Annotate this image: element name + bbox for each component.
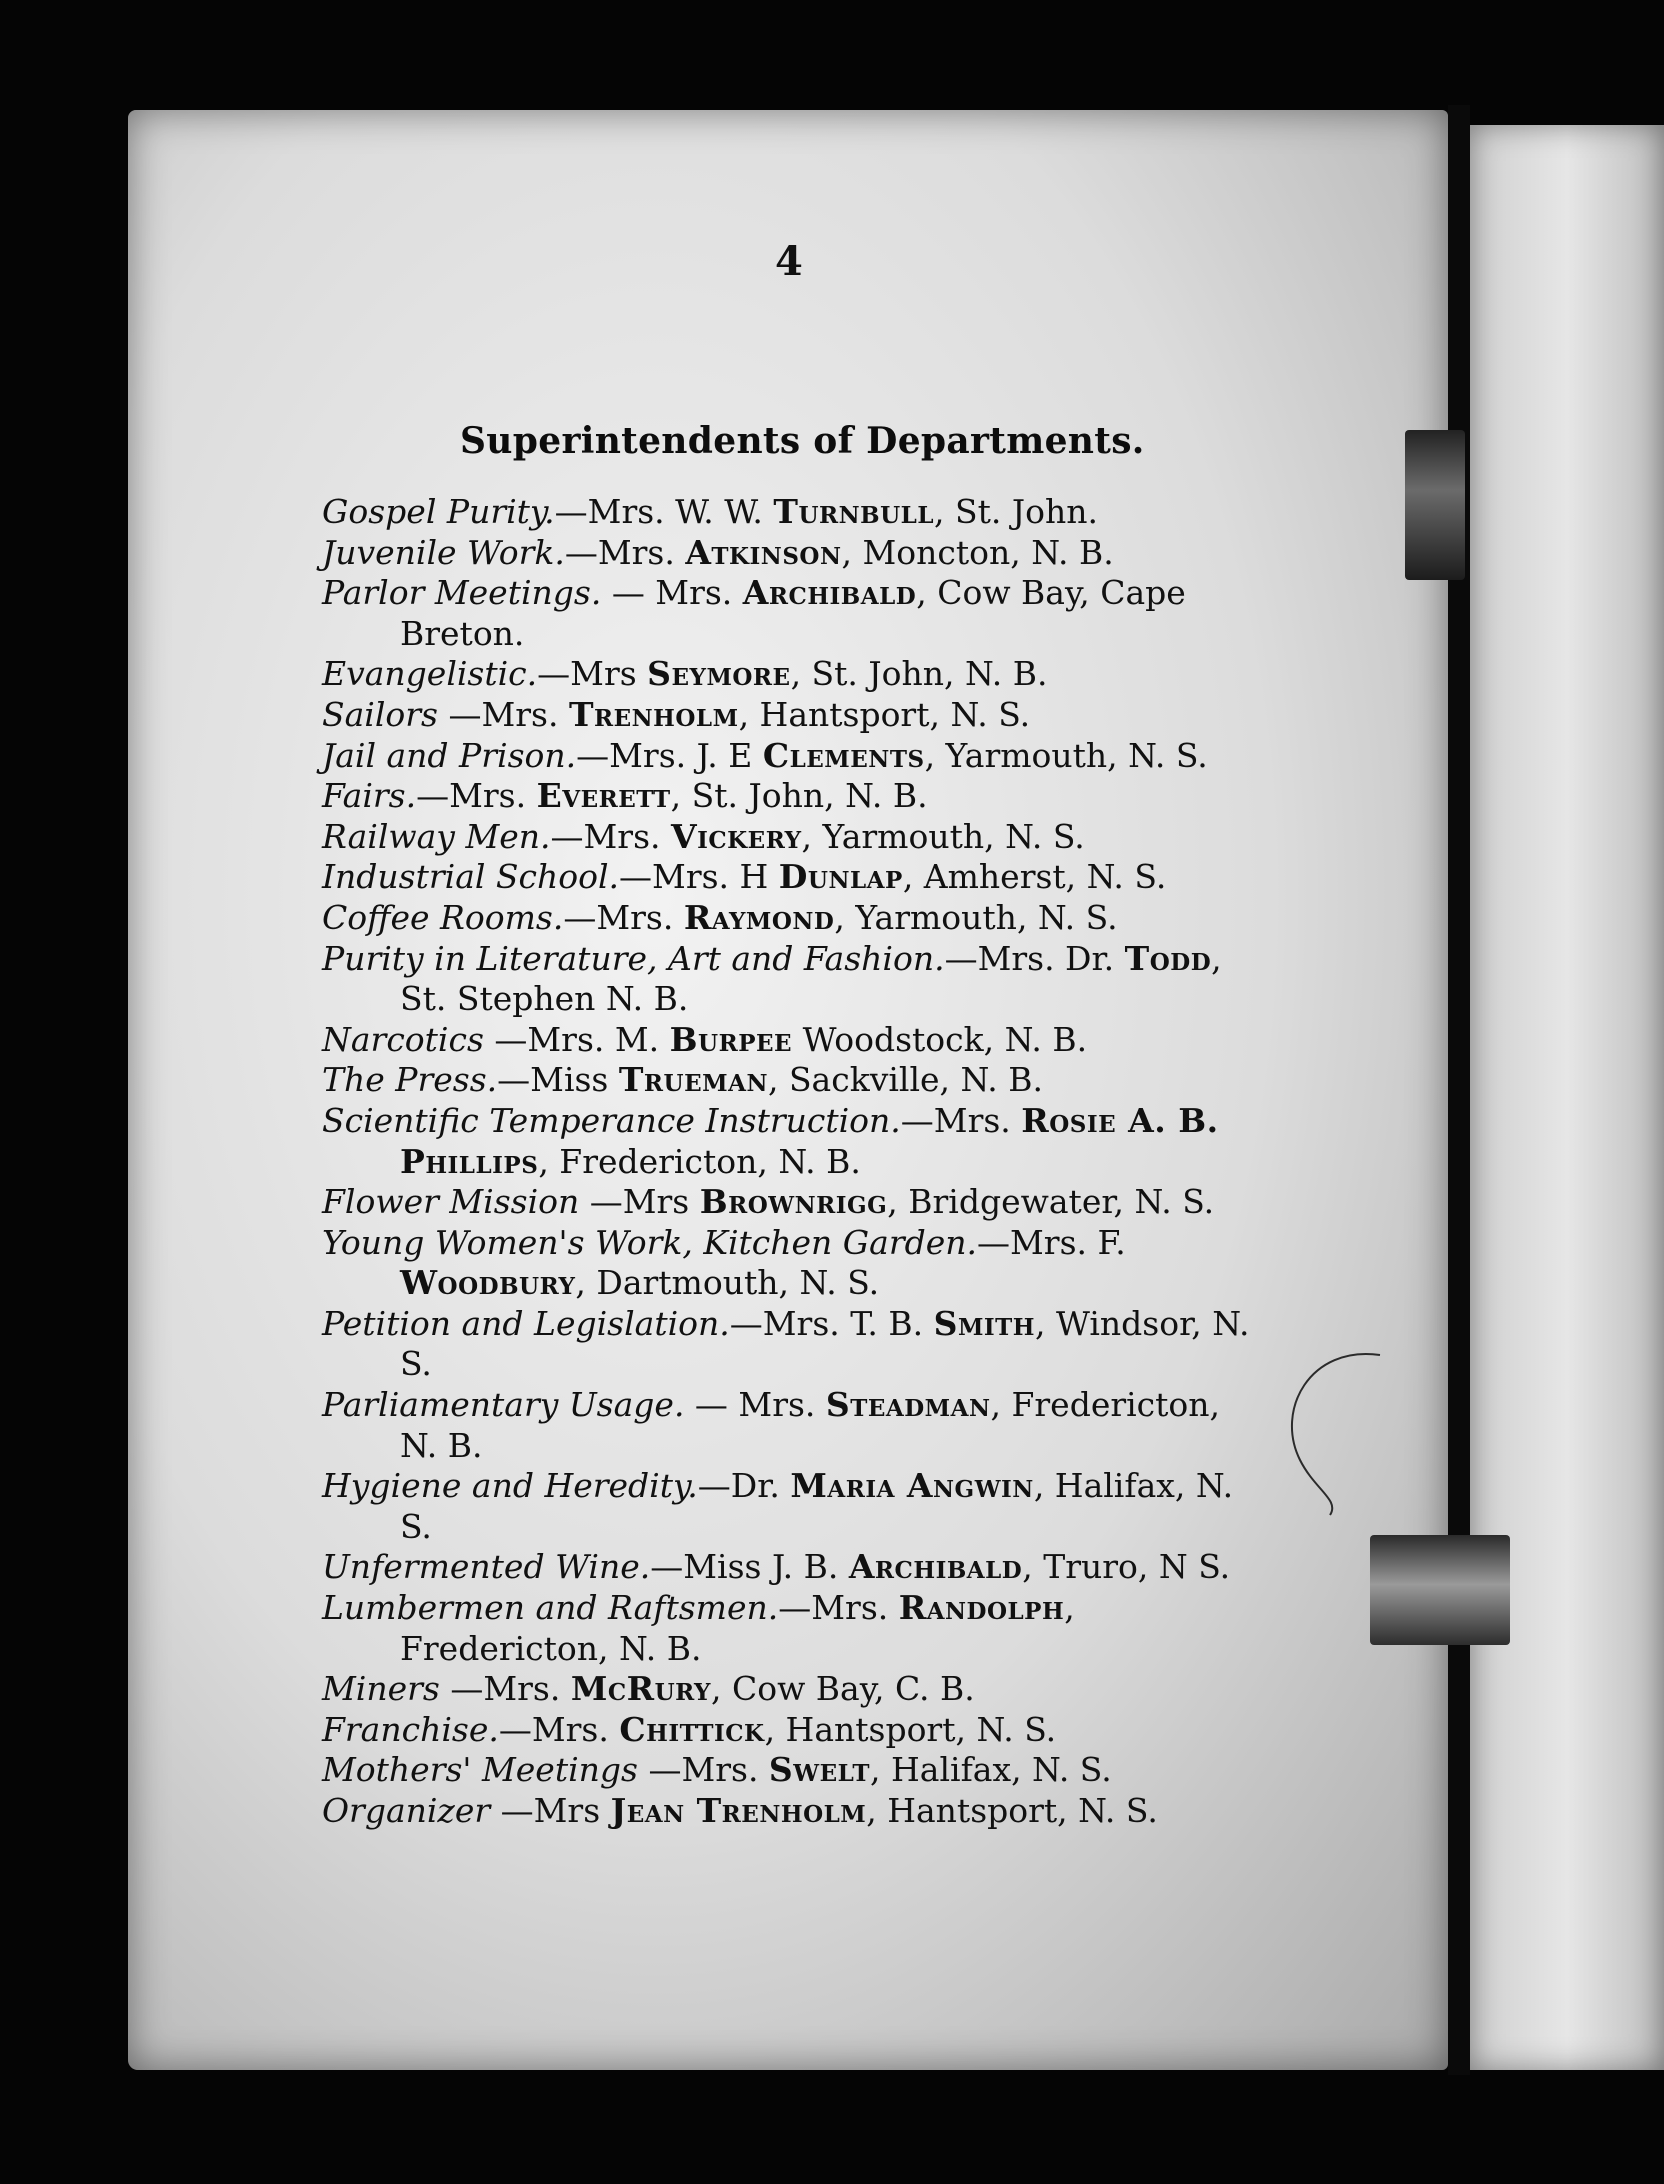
superintendent-entry [322,1547,1262,1588]
department-name: Juvenile Work. [322,532,565,572]
department-name: Hygiene and Heredity. [322,1466,698,1506]
superintendent-name: Randolph [898,1588,1065,1628]
superintendent-name: Everett [536,776,671,816]
location: , St. John, N. B. [790,654,1048,694]
superintendent-entry [322,1223,1262,1304]
superintendent-name: McRury [570,1669,711,1709]
page-number: 4 [775,238,803,285]
title-prefix: —Mrs. H [619,857,779,897]
title-prefix: —Mrs. [416,776,537,816]
location: , Truro, N S. [1022,1547,1231,1587]
department-name: Organizer [322,1791,491,1830]
title-prefix: —Mrs [579,1182,700,1222]
binding-tear-bottom [1370,1535,1510,1645]
superintendent-entry [322,1101,1262,1182]
superintendent-name: Trenholm [568,694,739,734]
facing-page-edge [1470,125,1664,2070]
superintendent-entry [322,857,1262,898]
location: , Cow Bay, C. B. [710,1669,975,1709]
page-heading: Superintendents of Departments. [460,420,1145,462]
department-name: Coffee Rooms. [322,897,564,937]
department-name: Industrial School. [322,857,620,897]
department-name: Sailors [322,694,438,734]
superintendent-name: Swelt [768,1750,871,1790]
location: , Windsor, N. S. [400,1303,1250,1384]
department-name: Parliamentary Usage. [322,1385,685,1425]
department-name: Franchise. [322,1709,499,1749]
superintendent-entry [322,573,1262,654]
location: , Sackville, N. B. [767,1060,1044,1100]
department-name: Mothers' Meetings [322,1750,638,1790]
superintendent-name: Burpee [669,1019,793,1059]
department-name: Parlor Meetings. [322,573,602,613]
superintendent-entry [322,492,1262,533]
title-prefix: —Miss J. B. [650,1547,849,1587]
superintendent-entry [322,1588,1262,1669]
location: , Amherst, N. S. [902,857,1167,897]
title-prefix: —Mrs. M. [483,1019,670,1059]
superintendent-name: Seymore [647,654,791,694]
department-name: Flower Mission [322,1182,580,1222]
location: Woodstock, N. B. [792,1019,1088,1059]
superintendent-name: Rosie A. B. Phillips [400,1100,1219,1181]
superintendent-entry [322,1182,1262,1223]
title-prefix: —Miss [497,1060,619,1100]
superintendent-name: Brownrigg [699,1182,888,1222]
superintendent-name: Clements [762,735,925,775]
title-prefix: —Mrs. [637,1750,769,1790]
title-prefix: —Mrs. F. [977,1222,1126,1262]
superintendent-name: Archibald [742,573,917,613]
location: , St. John, N. B. [670,776,928,816]
title-prefix: —Mrs. [563,897,684,937]
department-name: The Press. [322,1060,498,1100]
location: , Yarmouth, N. S. [834,897,1118,937]
superintendent-entry [322,1791,1262,1832]
department-name: Purity in Literature, Art and Fashion. [322,938,945,978]
superintendent-name: Todd [1124,938,1212,978]
department-name: Jail and Prison. [322,735,577,775]
superintendent-entry [322,533,1262,574]
location: , Cow Bay, Cape Breton. [400,573,1186,653]
department-name: Young Women's Work, Kitchen Garden. [322,1222,978,1262]
title-prefix: —Mrs [537,654,648,694]
superintendent-entry [322,1020,1262,1061]
superintendent-name: Archibald [848,1547,1023,1587]
superintendent-entry [322,776,1262,817]
department-name: Narcotics [322,1019,484,1059]
title-prefix: —Mrs. [564,532,686,572]
superintendent-entry [322,736,1262,777]
location: , Fredericton, N. B. [400,1385,1221,1465]
title-prefix: —Mrs. [498,1709,620,1749]
department-name: Unfermented Wine. [322,1547,651,1587]
superintendent-entry [322,1466,1262,1547]
title-prefix: —Mrs. [550,816,671,856]
location: , Dartmouth, N. S. [575,1263,880,1303]
title-prefix: —Mrs. [778,1588,899,1628]
binding-spine [1448,105,1470,2075]
binding-tear-top [1405,430,1465,580]
superintendent-entry [322,898,1262,939]
title-prefix: —Dr. [697,1466,791,1506]
title-prefix: —Mrs. [439,1669,571,1709]
department-name: Evangelistic. [322,654,538,694]
superintendent-name: Atkinson [685,532,842,572]
department-name: Petition and Legislation. [322,1303,730,1343]
location: , Halifax, N. S. [400,1466,1234,1546]
department-name: Gospel Purity. [322,492,555,531]
superintendent-entry [322,1385,1262,1466]
department-name: Railway Men. [322,816,551,856]
title-prefix: —Mrs. T. B. [729,1303,934,1343]
pencil-mark [1270,1350,1420,1520]
superintendent-entry [322,1750,1262,1791]
superintendent-list [322,492,1262,1832]
department-name: Scientific Temperance Instruction. [322,1100,901,1140]
title-prefix: —Mrs [490,1791,611,1830]
superintendent-entry [322,654,1262,695]
location: , Fredericton, N. B. [400,1588,1075,1668]
superintendent-entry [322,817,1262,858]
superintendent-name: Jean Trenholm [610,1791,867,1830]
superintendent-entry [322,695,1262,736]
superintendent-name: Chittick [619,1709,765,1749]
location: , Yarmouth, N. S. [801,816,1085,856]
department-name: Miners [322,1669,440,1709]
location: , St. Stephen N. B. [400,938,1222,1019]
location: , St. John. [934,492,1098,531]
location: , Hantsport, N. S. [738,694,1031,734]
location: , Fredericton, N. B. [538,1141,861,1181]
title-prefix: —Mrs. [437,694,569,734]
title-prefix: —Mrs. J. E [576,735,763,775]
superintendent-name: Turnbull [773,492,935,531]
superintendent-name: Steadman [825,1385,991,1425]
superintendent-name: Dunlap [778,857,903,897]
superintendent-entry [322,1060,1262,1101]
location: , Hantsport, N. S. [866,1791,1158,1830]
superintendent-entry [322,939,1262,1020]
department-name: Fairs. [322,776,417,816]
location: , Yarmouth, N. S. [924,735,1208,775]
title-prefix: —Mrs. Dr. [944,938,1125,978]
superintendent-name: Vickery [671,816,802,856]
superintendent-name: Smith [933,1303,1036,1343]
title-prefix: — Mrs. [684,1385,826,1425]
superintendent-entry [322,1304,1262,1385]
superintendent-name: Trueman [618,1060,768,1100]
superintendent-entry [322,1669,1262,1710]
superintendent-name: Raymond [683,897,835,937]
location: , Bridgewater, N. S. [887,1182,1215,1222]
location: , Hantsport, N. S. [764,1709,1057,1749]
superintendent-name: Woodbury [400,1263,576,1303]
title-prefix: —Mrs. W. W. [554,492,774,531]
department-name: Lumbermen and Raftsmen. [322,1588,779,1628]
title-prefix: —Mrs. [900,1100,1022,1140]
location: , Moncton, N. B. [841,532,1114,572]
superintendent-entry [322,1710,1262,1751]
location: , Halifax, N. S. [870,1750,1112,1790]
title-prefix: — Mrs. [601,573,743,613]
superintendent-name: Maria Angwin [790,1466,1034,1506]
